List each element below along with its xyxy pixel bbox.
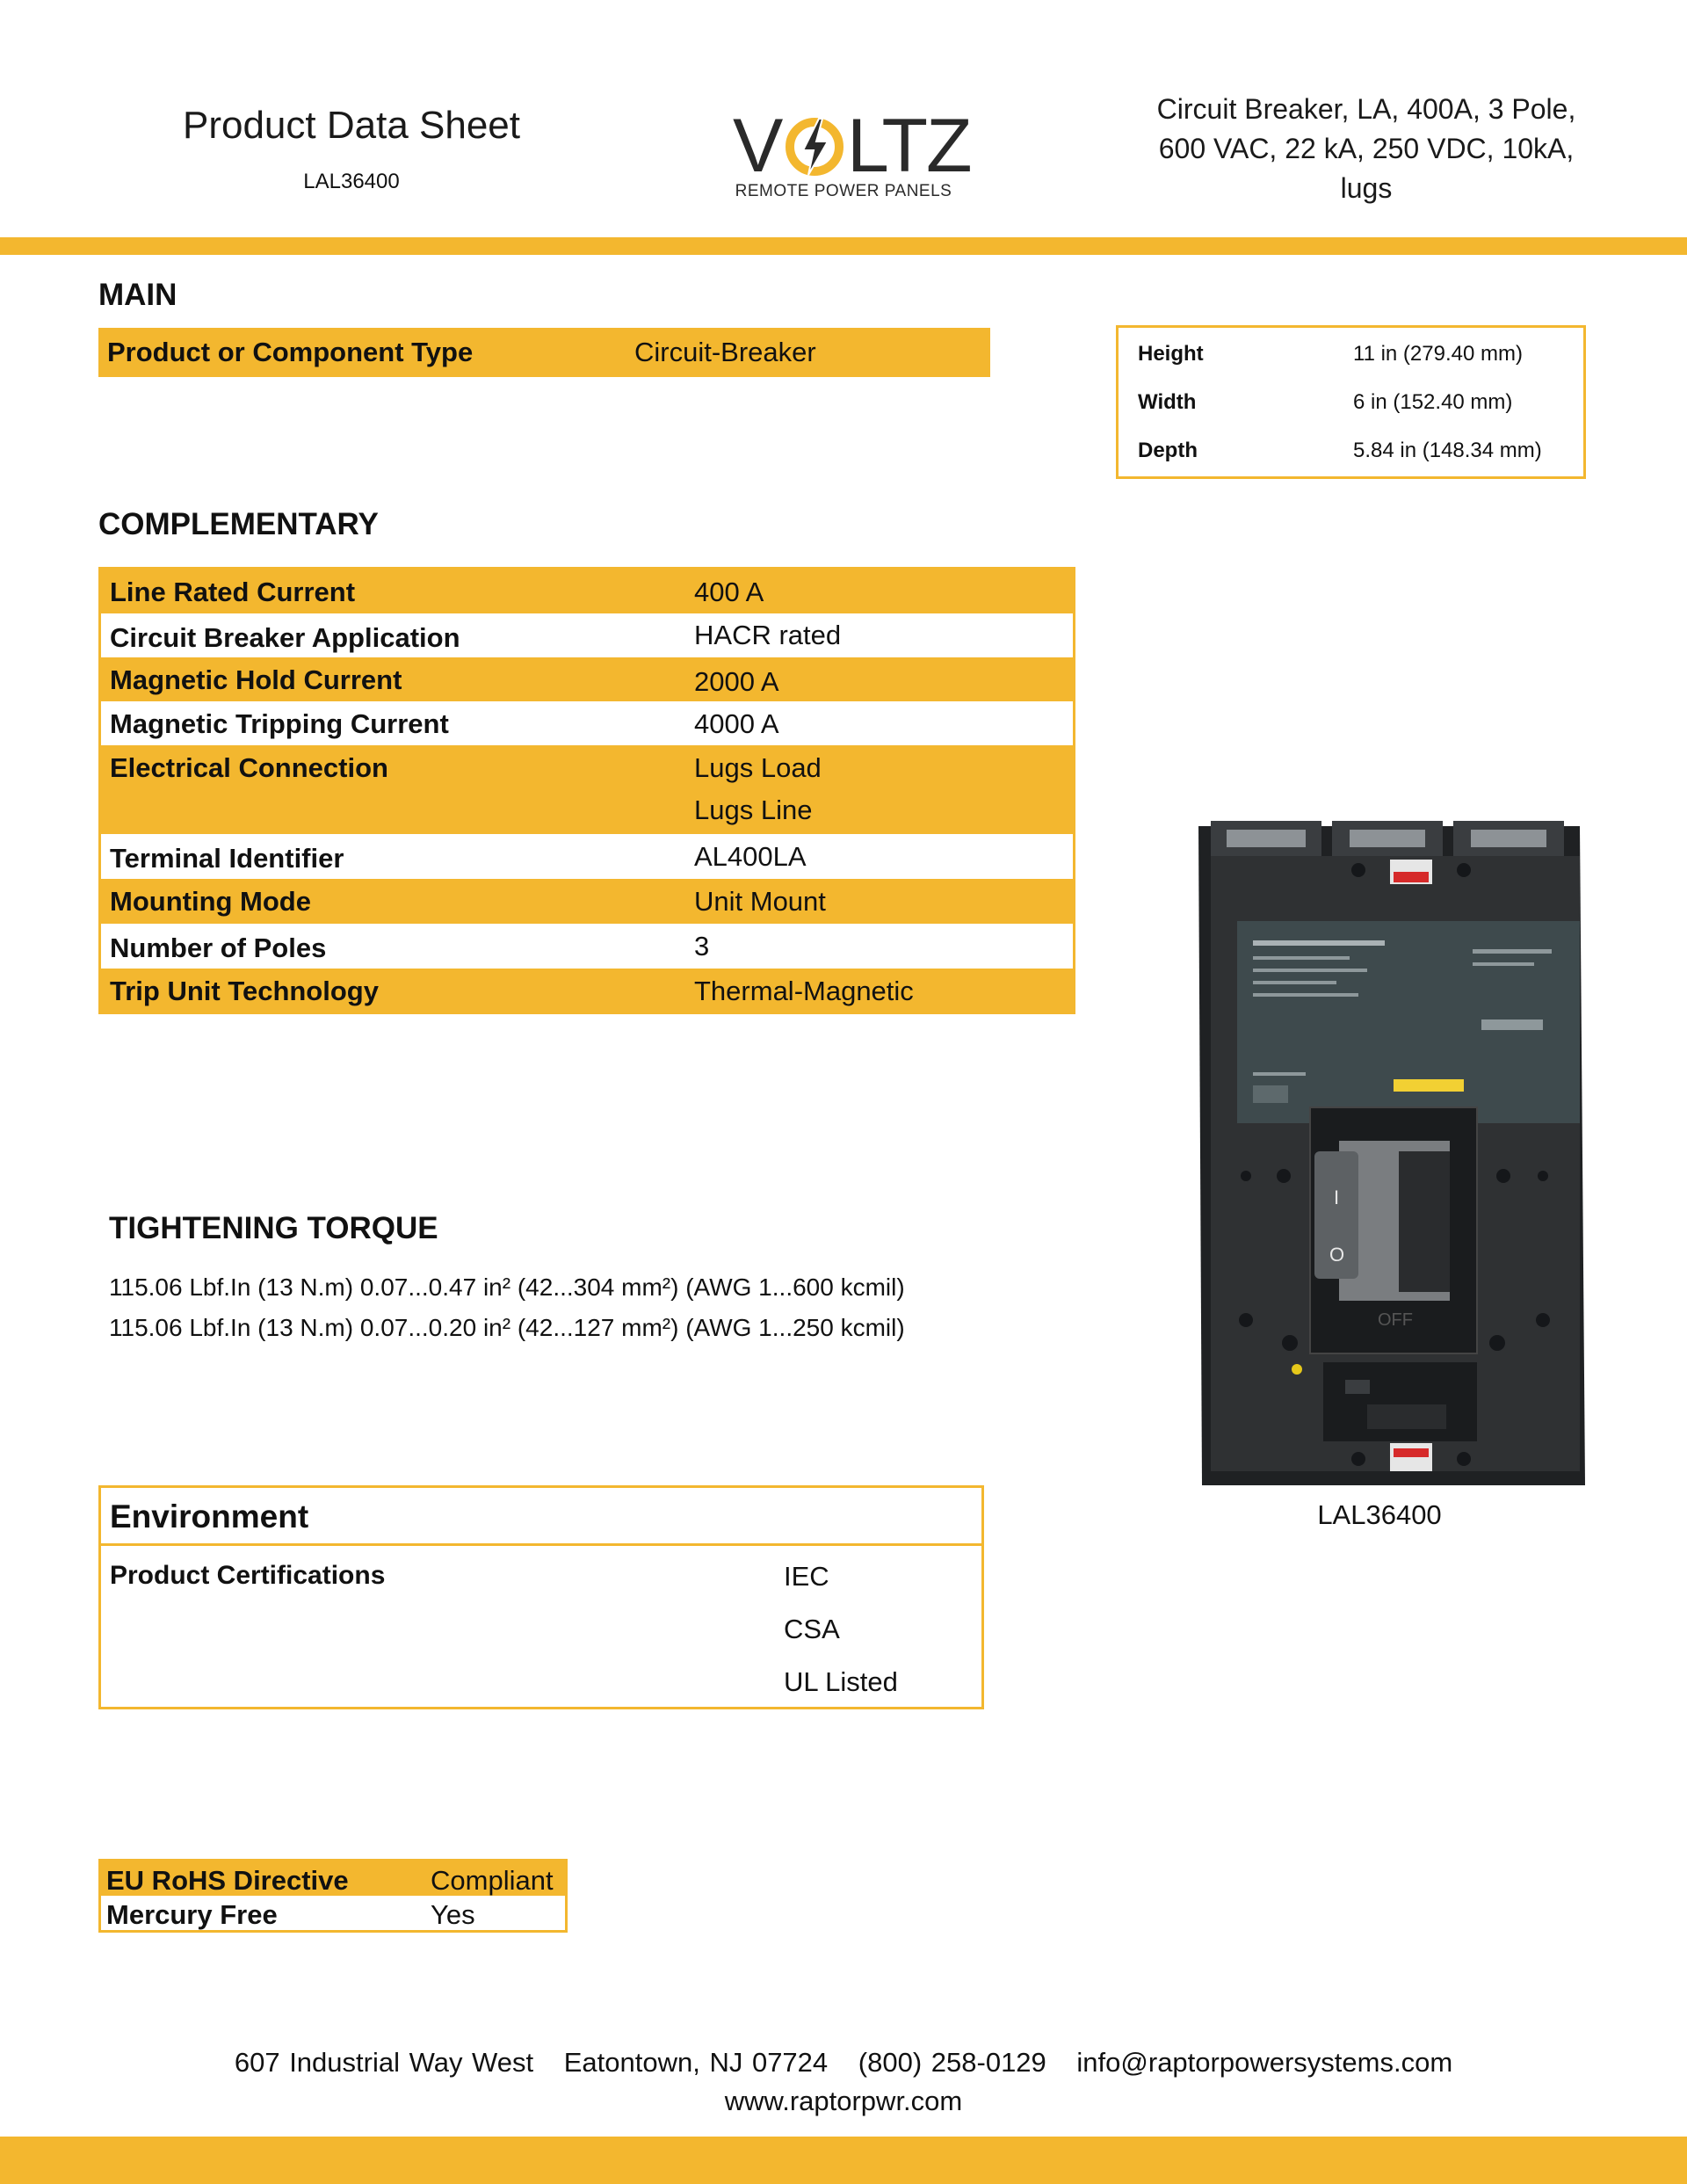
circuit-breaker-image (1191, 817, 1587, 1490)
dimension-value: 6 in (152.40 mm) (1353, 390, 1513, 414)
environment-header (101, 1488, 981, 1546)
header-divider-bar (0, 237, 1687, 255)
row-value: 400 A (694, 577, 764, 607)
environment-table (98, 1485, 984, 1709)
main-row-label: Product or Component Type (107, 337, 474, 367)
logo-tagline: REMOTE POWER PANELS (735, 182, 952, 200)
table-row (101, 701, 1073, 745)
row-label: Magnetic Hold Current (110, 664, 402, 695)
description-line: Circuit Breaker, LA, 400A, 3 Pole, (1156, 93, 1576, 125)
footer-bar (0, 2137, 1687, 2184)
footer-address: 607 Industrial Way West (234, 2047, 534, 2078)
logo-wordmark (729, 104, 971, 188)
footer-city: Eatontown, NJ 07724 (563, 2047, 829, 2078)
certification-value: UL Listed (784, 1666, 898, 1697)
description-line: 600 VAC, 22 kA, 250 VDC, 10kA, (1158, 133, 1575, 164)
footer-contact (0, 2047, 1687, 2079)
voltz-logo (729, 104, 971, 207)
main-row-value: Circuit-Breaker (634, 337, 816, 367)
dimension-row-height (1119, 330, 1583, 378)
main-section-title: MAIN (98, 278, 177, 312)
row-value: Thermal-Magnetic (694, 976, 914, 1006)
compliance-label: Mercury Free (106, 1899, 278, 1930)
table-row (101, 1861, 565, 1896)
table-row (101, 879, 1073, 924)
complementary-section-title: COMPLEMENTARY (98, 507, 379, 541)
product-description (1133, 90, 1599, 208)
dimension-label: Width (1138, 390, 1197, 414)
compliance-table (98, 1859, 568, 1933)
compliance-value: Yes (431, 1899, 475, 1930)
compliance-label: EU RoHS Directive (106, 1865, 349, 1896)
table-row (101, 1896, 565, 1930)
table-row (101, 745, 1073, 834)
row-value: Lugs Line (694, 795, 813, 825)
dimension-value: 5.84 in (148.34 mm) (1353, 439, 1542, 462)
logo-letter-v: V (733, 104, 782, 188)
product-image-caption: LAL36400 (1317, 1499, 1442, 1530)
lightning-circle-icon (784, 115, 845, 178)
row-label: Mounting Mode (110, 886, 311, 917)
torque-line: 115.06 Lbf.In (13 N.m) 0.07...0.20 in² (42...127 mm²) (AWG 1...250 kcmil) (109, 1314, 905, 1341)
table-row (101, 613, 1073, 657)
dimension-label: Height (1138, 342, 1204, 366)
footer-phone[interactable]: (800) 258-0129 (858, 2047, 1046, 2078)
table-row (101, 570, 1073, 613)
row-label: Electrical Connection (110, 752, 388, 783)
logo-letters-ltz: LTZ (847, 104, 971, 188)
table-row (101, 969, 1073, 1012)
row-value: 4000 A (694, 708, 779, 739)
row-value: Lugs Load (694, 752, 822, 783)
row-label: Trip Unit Technology (110, 976, 379, 1006)
table-row (101, 924, 1073, 969)
page-title: Product Data Sheet (182, 104, 520, 147)
dimension-value: 11 in (279.40 mm) (1353, 342, 1523, 366)
main-row (98, 328, 990, 377)
table-row (101, 657, 1073, 701)
dimensions-box (1116, 325, 1586, 479)
row-label: Circuit Breaker Application (110, 622, 460, 653)
product-sku: LAL36400 (303, 170, 400, 193)
footer-email-link[interactable]: info@raptorpowersystems.com (1076, 2047, 1453, 2078)
description-line: lugs (1340, 172, 1393, 204)
table-row (101, 834, 1073, 879)
row-value: HACR rated (694, 620, 842, 650)
handle-off-mark: O (1329, 1244, 1345, 1266)
certification-value: CSA (784, 1614, 840, 1644)
complementary-table (98, 567, 1075, 1014)
compliance-value: Compliant (431, 1865, 554, 1896)
off-label: OFF (1378, 1310, 1413, 1330)
row-value: 3 (694, 931, 710, 961)
environment-title: Environment (110, 1498, 309, 1535)
row-label: Number of Poles (110, 932, 327, 963)
torque-line: 115.06 Lbf.In (13 N.m) 0.07...0.47 in² (42...304 mm²) (AWG 1...600 kcmil) (109, 1273, 905, 1301)
certifications-label: Product Certifications (110, 1561, 386, 1590)
dimension-label: Depth (1138, 439, 1198, 462)
row-label: Line Rated Current (110, 577, 356, 607)
certification-value: IEC (784, 1561, 829, 1592)
dimension-row-depth (1119, 426, 1583, 475)
footer-website-link[interactable]: www.raptorpwr.com (724, 2086, 963, 2116)
row-value: Unit Mount (694, 886, 826, 917)
row-value: AL400LA (694, 841, 807, 872)
handle-on-mark: I (1334, 1186, 1340, 1208)
row-label: Terminal Identifier (110, 843, 344, 874)
dimension-row-width (1119, 378, 1583, 426)
torque-section-title: TIGHTENING TORQUE (109, 1211, 438, 1245)
row-label: Magnetic Tripping Current (110, 708, 449, 739)
row-value: 2000 A (694, 666, 779, 697)
